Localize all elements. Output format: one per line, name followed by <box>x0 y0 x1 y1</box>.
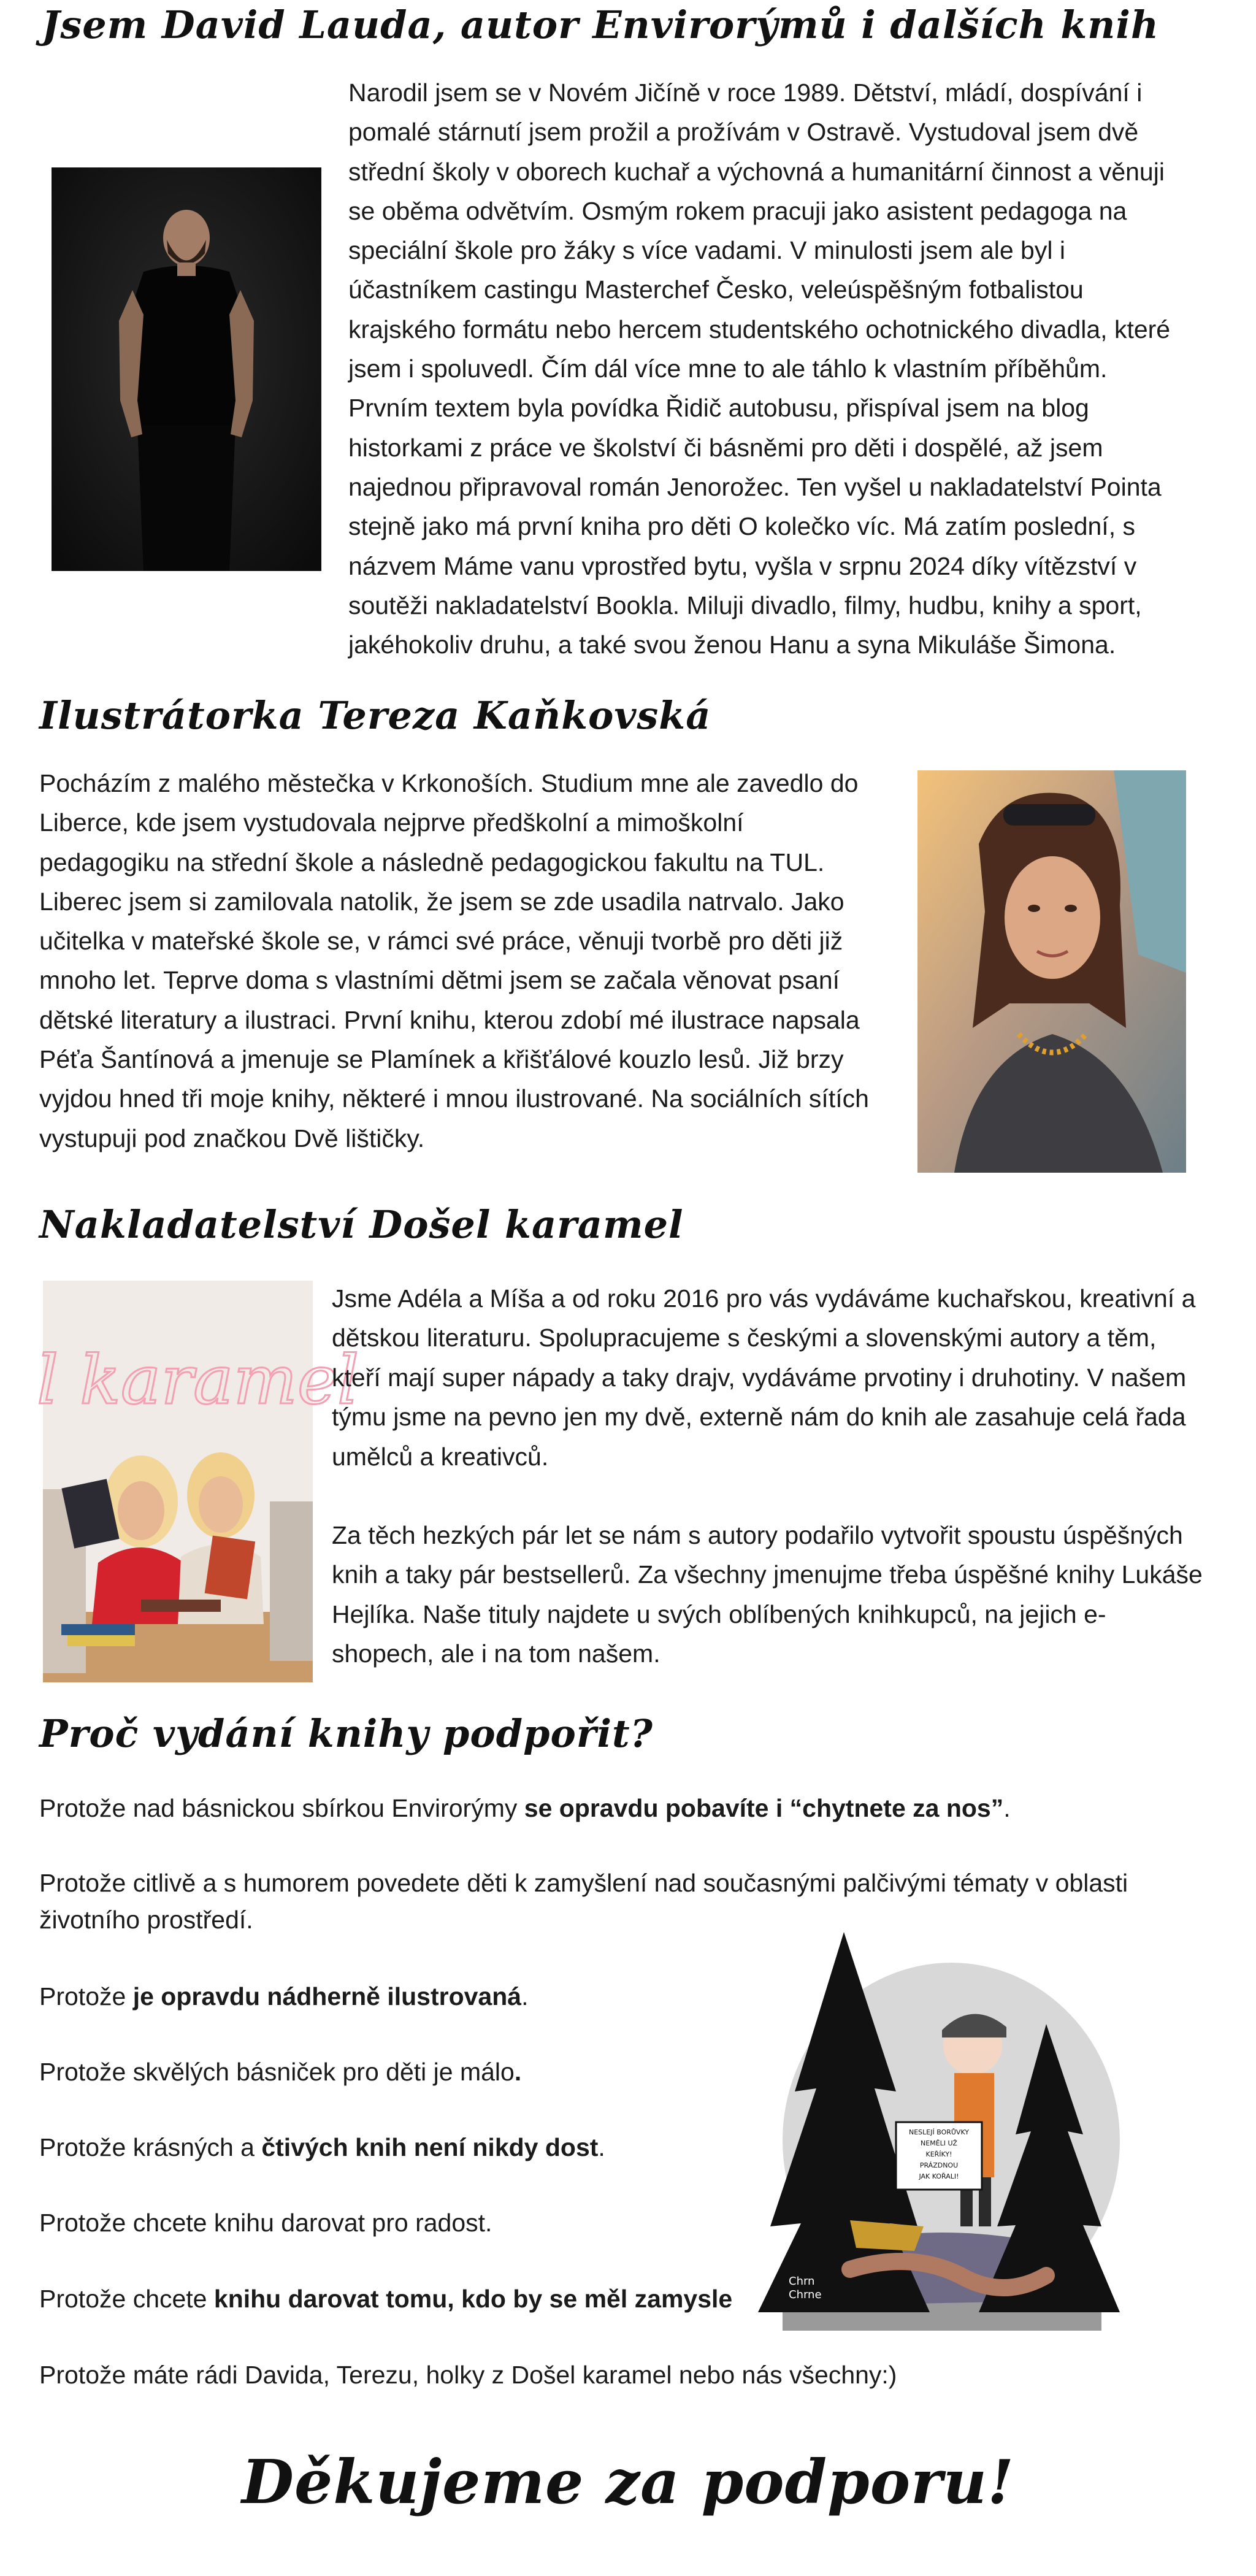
thanks-heading: Děkujeme za podporu! <box>242 2447 1014 2518</box>
illustrator-bio: Pocházím z malého městečka v Krkonoších. Studium mne ale zavedlo do Liberce, kde jsem vystudovala nejprve předškolní a mimoškolní pedagogiku na střední škole a následně pedagogickou fakultu na TUL. Liberec jsem si zamilovala natolik, že jsem se zde usadila natrvalo. Jako učitelka v mateřské škole se, v rámci své práce, věnuji tvorbě pro děti již mnoho let. Teprve doma s vlastními dětmi jsem se začala věnovat psaní dětské literatury a ilustraci. První knihu, kterou zdobí mé ilustrace napsala Péťa Šantínová a jmenuje se Plamínek a křišťálové kouzlo lesů. Již brzy vyjdou hned tři moje knihy, některé i mnou ilustrované. Na sociálních sítích vystupuji pod značkou Dvě lištičky. <box>39 769 869 1152</box>
illustrator-heading: Ilustrátorka Tereza Kaňkovská <box>39 693 711 738</box>
why-heading: Proč vydání knihy podpořit? <box>39 1711 653 1756</box>
reason-3: Protože je opravdu nádherně ilustrovaná. <box>39 1982 529 2011</box>
signature-line-2: Chrne <box>789 2288 822 2301</box>
publisher-heading: Nakladatelství Došel karamel <box>39 1202 684 1247</box>
publisher-photo-sign: l karamel <box>37 1341 359 1419</box>
reason-7: Protože chcete knihu darovat tomu, kdo by se měl zamysle <box>39 2285 733 2313</box>
sign-line-3: KEŘÍKY! <box>925 2150 952 2158</box>
sign-line-2: NEMĚLI UŽ <box>921 2139 957 2147</box>
reason-5: Protože krásných a čtivých knih není nikdy dost. <box>39 2133 605 2161</box>
reason-8: Protože máte rádi Davida, Terezu, holky z Došel karamel nebo nás všechny:) <box>39 2361 897 2389</box>
author-bio: Narodil jsem se v Novém Jičíně v roce 1989. Dětství, mládí, dospívání i pomalé stárnutí jsem prožil a prožívám v Ostravě. Vystudoval jsem dvě střední školy v oborech kuchař a výchovná a humanitární činnost a věnuji se oběma odvětvím. Osmým rokem pracuji jako asistent pedagoga na speciální škole pro žáky s více vadami. V minulosti jsem ale byl i účastníkem castingu Masterchef Česko, veleúspěšným fotbalistou krajského formátu nebo hercem studentského ochotnického divadla, které jsem i spoluvedl. Čím dál více mne to ale táhlo k vlastním příběhům. Prvním textem byla povídka Řidič autobusu, přispíval jsem na blog historkami z práce ve školství či básněmi pro děti i dospělé, až jsem najednou připravoval román Jenorožec. Ten vyšel u nakladatelství Pointa stejně jako má první kniha pro děti O kolečko víc. Má zatím poslední, s názvem Máme vanu vprostřed bytu, vyšla v srpnu 2024 díky vítězství v soutěži nakladatelství Bookla. Miluji divadlo, filmy, hudbu, knihy a sport, jakéhokoliv druhu, a také svou ženou Hanu a syna Mikuláše Šimona. <box>348 79 1171 659</box>
reason-4: Protože skvělých básniček pro děti je málo. <box>39 2058 522 2086</box>
signature-line-1: Chrn <box>789 2275 815 2288</box>
reason-2: Protože citlivě a s humorem povedete děti k zamyšlení nad současnými palčivými tématy v oblasti životního prostředí. <box>39 1869 1128 1934</box>
reason-6: Protože chcete knihu darovat pro radost. <box>39 2209 492 2237</box>
publisher-paragraph-1: Jsme Adéla a Míša a od roku 2016 pro vás vydáváme kuchařskou, kreativní a dětskou literaturu. Spolupracujeme s českými a slovenskými autory a těm, kteří mají super nápady a taky drajv, vydáváme prvotiny i druhotiny. V našem týmu jsme na pevno jen my dvě, externě nám do knih ale zasahuje celá řada umělců a kreativců. <box>332 1284 1196 1471</box>
author-heading: Jsem David Lauda, autor Envirorýmů i dalších knih <box>42 2 1159 47</box>
forest-illustration <box>758 1932 1121 2331</box>
illustrator-photo <box>917 770 1186 1173</box>
sign-line-4: PRÁZDNOU <box>919 2161 959 2169</box>
publisher-paragraph-2: Za těch hezkých pár let se nám s autory podařilo vytvořit spoustu úspěšných knih a taky pár bestsellerů. Za všechny jmenujme třeba úspěšné knihy Lukáše Hejlíka. Naše tituly najdete u svých oblíbených knihkupců, na jejich e-shopech, ale i na tom našem. <box>332 1521 1203 1668</box>
sign-line-5: JAK KOŘALI! <box>919 2172 959 2180</box>
sign-line-1: NESLEJÍ BORŮVKY <box>909 2128 969 2136</box>
publisher-photo <box>37 1281 359 1682</box>
reason-1: Protože nad básnickou sbírkou Envirorýmy se opravdu pobavíte i “chytnete za nos”. <box>39 1794 1011 1822</box>
author-photo <box>52 167 321 571</box>
